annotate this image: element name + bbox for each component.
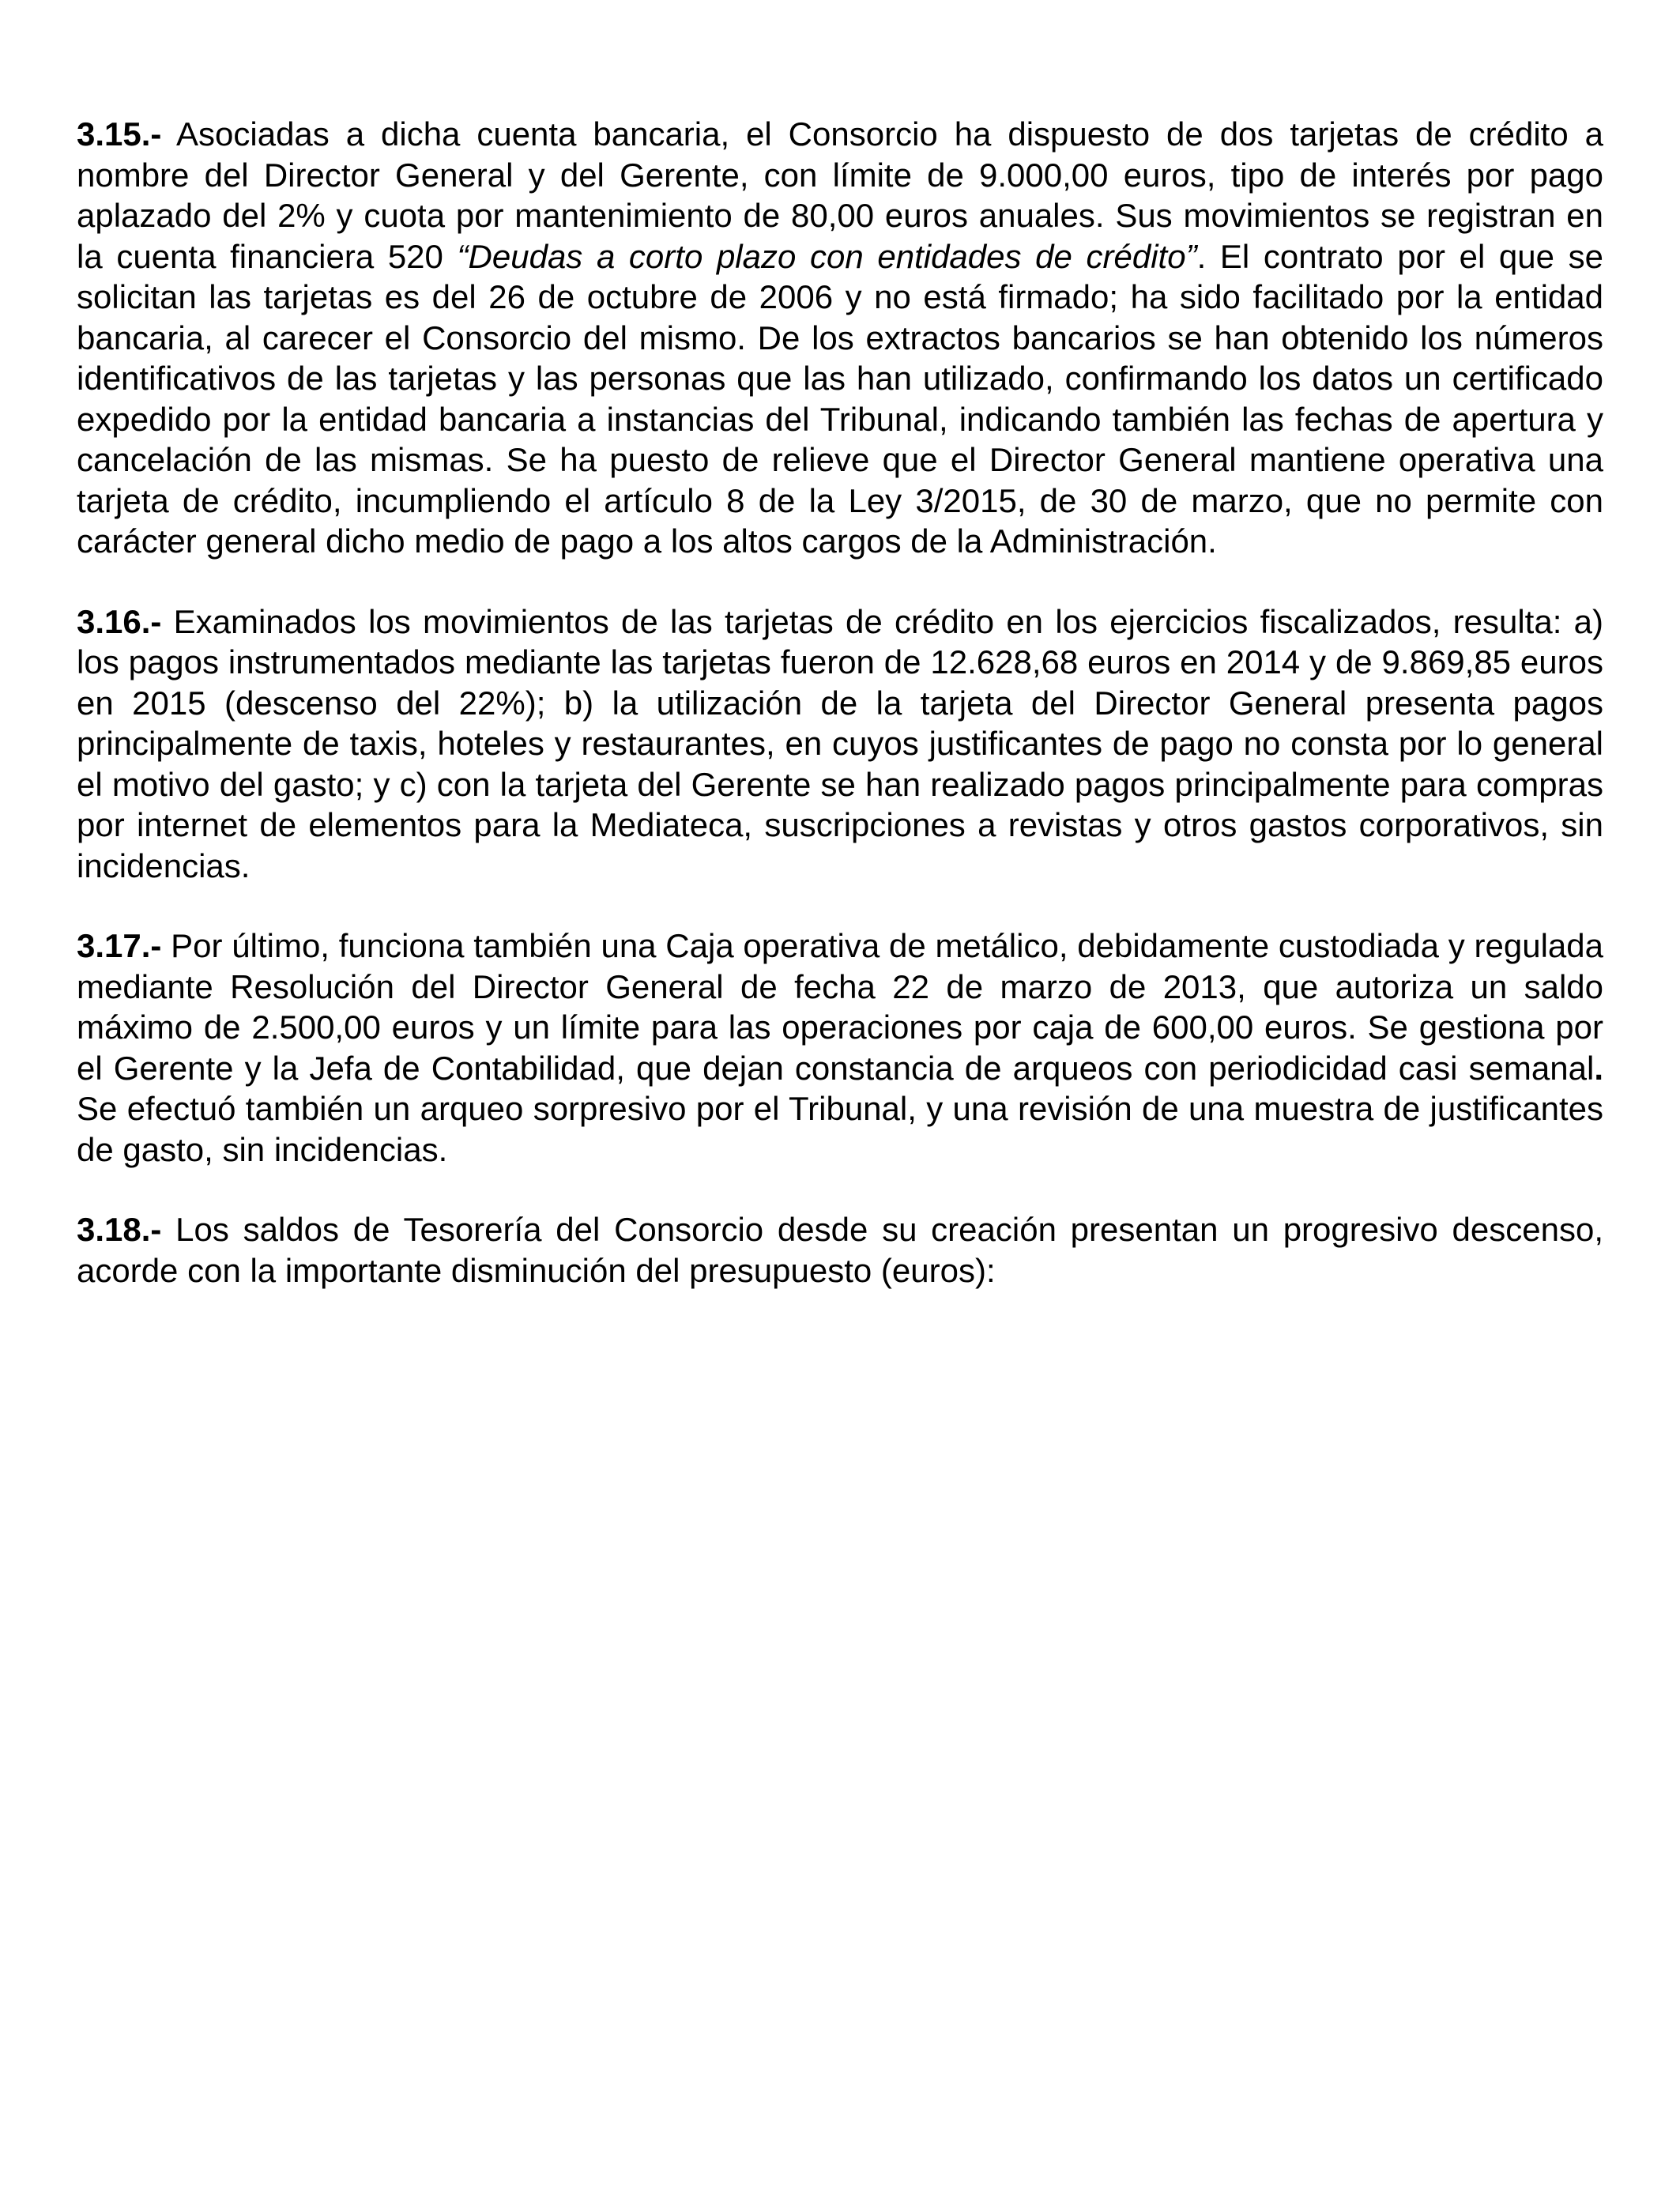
paragraph-number: 3.17.- [77, 927, 162, 964]
paragraph-text: Examinados los movimientos de las tarjetas de crédito en los ejercicios fiscalizados, resulta: a) los pagos instrumentados mediante las tarjetas fueron de 12.628,68 euros en 2014 y de 9.869,85 euros en 2015 (descenso del 22%); b) la utilización de la tarjeta del Director General presenta pagos principalmente de taxis, hoteles y restaurantes, en cuyos justificantes de pago no consta por lo general el motivo del gasto; y c) con la tarjeta del Gerente se han realizado pagos principalmente para compras por internet de elementos para la Mediateca, suscripciones a revistas y otros gastos corporativos, sin incidencias. [77, 602, 1603, 884]
paragraph-3-17 [77, 925, 1603, 1170]
paragraph-text-continued: . El contrato por el que se solicitan las tarjetas es del 26 de octubre de 2006 y no está firmado; ha sido facilitado por la entidad bancaria, al carecer el Consorcio del mismo. De los extractos bancarios se han obtenido los números identificativos de las tarjetas y las personas que las han utilizado, confirmando los datos un certificado expedido por la entidad bancaria a instancias del Tribunal, indicando también las fechas de apertura y cancelación de las mismas. Se ha puesto de relieve que el Director General mantiene operativa una tarjeta de crédito, incumpliendo el artículo 8 de la Ley 3/2015, de 30 de marzo, que no permite con carácter general dicho medio de pago a los altos cargos de la Administración. [77, 237, 1604, 560]
document-page [77, 114, 1603, 1330]
account-name-quote: “Deudas a corto plazo con entidades de crédito” [457, 237, 1197, 275]
paragraph-text: Asociadas a dicha cuenta bancaria, el Consorcio ha dispuesto de dos tarjetas de crédito a nombre del Director General y del Gerente, con límite de 9.000,00 euros, tipo de interés por pago aplazado del 2% y cuota por mantenimiento de 80,00 euros anuales. Sus movimientos se registran en la cuenta financiera 520 [77, 115, 1603, 275]
paragraph-3-18 [77, 1209, 1603, 1291]
paragraph-3-16 [77, 601, 1603, 887]
paragraph-text-continued: Se efectuó también un arqueo sorpresivo por el Tribunal, y una revisión de una muestra de justificantes de gasto, sin incidencias. [77, 1090, 1603, 1168]
paragraph-number: 3.16.- [77, 602, 162, 640]
paragraph-number: 3.15.- [77, 115, 162, 153]
paragraph-number: 3.18.- [77, 1211, 162, 1248]
paragraph-3-15 [77, 114, 1603, 562]
paragraph-text: Los saldos de Tesorería del Consorcio desde su creación presentan un progresivo descenso, acorde con la importante disminución del presupuesto (euros): [77, 1211, 1603, 1289]
paragraph-text: Por último, funciona también una Caja operativa de metálico, debidamente custodiada y regulada mediante Resolución del Director General de fecha 22 de marzo de 2013, que autoriza un saldo máximo de 2.500,00 euros y un límite para las operaciones por caja de 600,00 euros. Se gestiona por el Gerente y la Jefa de Contabilidad, que dejan constancia de arqueos con periodicidad casi semanal [77, 927, 1603, 1087]
bold-period: . [1594, 1049, 1603, 1087]
